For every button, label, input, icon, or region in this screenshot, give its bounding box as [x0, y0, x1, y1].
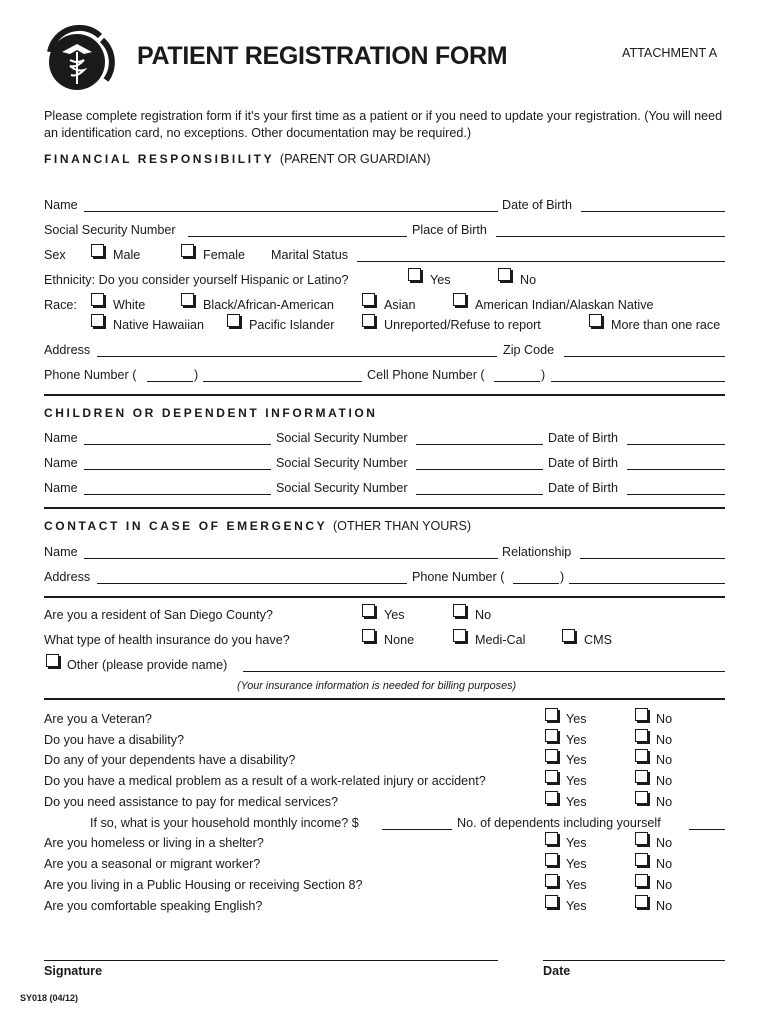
emergency-heading [44, 519, 471, 533]
question-veteran: Are you a Veteran? [44, 712, 152, 726]
address-field[interactable] [97, 356, 497, 357]
payment-assistance-yes-checkbox[interactable] [545, 791, 558, 804]
disability-yes-label: Yes [566, 733, 587, 747]
insurance-medical-label: Medi-Cal [475, 633, 526, 647]
dob-label: Date of Birth [502, 198, 572, 212]
public-housing-yes-checkbox[interactable] [545, 874, 558, 887]
income-label: If so, what is your household monthly income? $ [90, 816, 359, 830]
zip-field[interactable] [564, 356, 725, 357]
financial-heading-text: FINANCIAL RESPONSIBILITY [44, 152, 274, 166]
question-dependents-disability: Do any of your dependents have a disability? [44, 753, 296, 767]
ethnicity-no-label: No [520, 273, 537, 287]
race-native-am-checkbox[interactable] [453, 293, 466, 306]
zip-label: Zip Code [503, 343, 555, 357]
children-heading: CHILDREN OR DEPENDENT INFORMATION [44, 406, 378, 420]
cell-area-field[interactable] [494, 381, 540, 382]
financial-heading [44, 152, 431, 166]
child-name-field[interactable] [84, 469, 271, 470]
child-dob-field[interactable] [627, 469, 725, 470]
ethnicity-no-checkbox[interactable] [498, 268, 511, 281]
child-dob-label: Date of Birth [548, 456, 618, 470]
english-no-checkbox[interactable] [635, 895, 648, 908]
payment-assistance-no-label: No [656, 795, 673, 809]
resident-yes-label: Yes [384, 608, 405, 622]
race-asian-label: Asian [384, 298, 416, 312]
logo [40, 22, 118, 100]
dob-field[interactable] [581, 211, 725, 212]
race-black-checkbox[interactable] [181, 293, 194, 306]
ethnicity-yes-checkbox[interactable] [408, 268, 421, 281]
ssn-label: Social Security Number [44, 223, 176, 237]
migrant-no-checkbox[interactable] [635, 853, 648, 866]
dependents-disability-no-checkbox[interactable] [635, 749, 648, 762]
payment-assistance-yes-label: Yes [566, 795, 587, 809]
public-housing-no-checkbox[interactable] [635, 874, 648, 887]
child-ssn-label: Social Security Number [276, 456, 408, 470]
relationship-field[interactable] [580, 558, 725, 559]
question-work-injury: Do you have a medical problem as a result of a work-related injury or accident? [44, 774, 486, 788]
veteran-yes-checkbox[interactable] [545, 708, 558, 721]
insurance-cms-label: CMS [584, 633, 612, 647]
race-multi-checkbox[interactable] [589, 314, 602, 327]
signature-field[interactable] [44, 960, 498, 961]
divider [44, 596, 725, 598]
phone-label: Phone Number ( [44, 368, 137, 382]
homeless-yes-label: Yes [566, 836, 587, 850]
date-label: Date [543, 964, 571, 978]
dependents-disability-yes-checkbox[interactable] [545, 749, 558, 762]
insurance-note: (Your insurance information is needed for billing purposes) [237, 680, 517, 692]
divider [44, 507, 725, 509]
child-dob-field[interactable] [627, 494, 725, 495]
sex-label: Sex [44, 248, 66, 262]
dependents-count-label: No. of dependents including yourself [457, 816, 661, 830]
race-asian-checkbox[interactable] [362, 293, 375, 306]
child-name-label: Name [44, 456, 78, 470]
date-field[interactable] [543, 960, 725, 961]
emergency-heading-sub: (OTHER THAN YOURS) [332, 519, 472, 533]
race-unreported-checkbox[interactable] [362, 314, 375, 327]
race-pacific-label: Pacific Islander [249, 318, 335, 332]
dependents-disability-no-label: No [656, 753, 673, 767]
english-yes-label: Yes [566, 899, 587, 913]
pob-field[interactable] [496, 236, 725, 237]
marital-label: Marital Status [271, 248, 348, 262]
resident-yes-checkbox[interactable] [362, 604, 375, 617]
payment-assistance-no-checkbox[interactable] [635, 791, 648, 804]
race-white-checkbox[interactable] [91, 293, 104, 306]
sex-male-checkbox[interactable] [91, 244, 104, 257]
name-label: Name [44, 198, 78, 212]
divider [44, 698, 725, 700]
work-injury-no-checkbox[interactable] [635, 770, 648, 783]
emergency-name-label: Name [44, 545, 78, 559]
migrant-no-label: No [656, 857, 673, 871]
resident-no-label: No [475, 608, 492, 622]
cell-paren-close: ) [541, 368, 546, 382]
emergency-address-label: Address [44, 570, 91, 584]
child-name-label: Name [44, 431, 78, 445]
veteran-yes-label: Yes [566, 712, 587, 726]
question-disability: Do you have a disability? [44, 733, 185, 747]
child-dob-field[interactable] [627, 444, 725, 445]
homeless-yes-checkbox[interactable] [545, 832, 558, 845]
race-label: Race: [44, 298, 77, 312]
emergency-name-field[interactable] [84, 558, 498, 559]
dependents-count-field[interactable] [689, 829, 725, 830]
child-dob-label: Date of Birth [548, 431, 618, 445]
eagle-caduceus-icon [40, 22, 118, 100]
child-ssn-field[interactable] [416, 494, 543, 495]
question-english: Are you comfortable speaking English? [44, 899, 263, 913]
form-title: PATIENT REGISTRATION FORM [137, 42, 508, 70]
english-yes-checkbox[interactable] [545, 895, 558, 908]
emergency-paren-close: ) [560, 570, 565, 584]
signature-label: Signature [44, 964, 103, 978]
race-pacific-checkbox[interactable] [227, 314, 240, 327]
phone-paren-close: ) [194, 368, 199, 382]
work-injury-yes-label: Yes [566, 774, 587, 788]
race-hawaiian-label: Native Hawaiian [113, 318, 204, 332]
english-no-label: No [656, 899, 673, 913]
insurance-none-label: None [384, 633, 415, 647]
name-field[interactable] [84, 211, 498, 212]
child-name-field[interactable] [84, 444, 271, 445]
child-ssn-label: Social Security Number [276, 431, 408, 445]
race-unreported-label: Unreported/Refuse to report [384, 318, 541, 332]
sex-female-checkbox[interactable] [181, 244, 194, 257]
emergency-phone-label: Phone Number ( [412, 570, 505, 584]
emergency-heading-text: CONTACT IN CASE OF EMERGENCY [44, 519, 328, 533]
emergency-address-field[interactable] [97, 583, 407, 584]
ethnicity-question: Ethnicity: Do you consider yourself Hispanic or Latino? [44, 273, 349, 287]
insurance-other-label: Other (please provide name) [67, 658, 228, 672]
form-code: SY018 (04/12) [20, 993, 79, 1003]
child-ssn-field[interactable] [416, 444, 543, 445]
child-ssn-field[interactable] [416, 469, 543, 470]
emergency-phone-field[interactable] [569, 583, 725, 584]
pob-label: Place of Birth [412, 223, 487, 237]
veteran-no-label: No [656, 712, 673, 726]
attachment-label: ATTACHMENT A [622, 46, 718, 60]
child-name-label: Name [44, 481, 78, 495]
insurance-other-field[interactable] [243, 671, 725, 672]
cell-label: Cell Phone Number ( [367, 368, 485, 382]
insurance-none-checkbox[interactable] [362, 629, 375, 642]
veteran-no-checkbox[interactable] [635, 708, 648, 721]
race-multi-label: More than one race [611, 318, 721, 332]
divider [44, 394, 725, 396]
race-native-am-label: American Indian/Alaskan Native [475, 298, 654, 312]
cell-field[interactable] [551, 381, 725, 382]
question-migrant: Are you a seasonal or migrant worker? [44, 857, 261, 871]
child-name-field[interactable] [84, 494, 271, 495]
homeless-no-label: No [656, 836, 673, 850]
sex-female-label: Female [203, 248, 245, 262]
dependents-disability-yes-label: Yes [566, 753, 587, 767]
question-homeless: Are you homeless or living in a shelter? [44, 836, 264, 850]
disability-no-checkbox[interactable] [635, 729, 648, 742]
public-housing-no-label: No [656, 878, 673, 892]
phone-area-field[interactable] [147, 381, 193, 382]
disability-no-label: No [656, 733, 673, 747]
work-injury-no-label: No [656, 774, 673, 788]
emergency-phone-area-field[interactable] [513, 583, 559, 584]
relationship-label: Relationship [502, 545, 572, 559]
financial-heading-sub: (PARENT OR GUARDIAN) [279, 152, 431, 166]
child-dob-label: Date of Birth [548, 481, 618, 495]
child-ssn-label: Social Security Number [276, 481, 408, 495]
resident-no-checkbox[interactable] [453, 604, 466, 617]
address-label: Address [44, 343, 91, 357]
race-white-label: White [113, 298, 146, 312]
race-black-label: Black/African-American [203, 298, 334, 312]
insurance-other-checkbox[interactable] [46, 654, 59, 667]
insurance-cms-checkbox[interactable] [562, 629, 575, 642]
insurance-medical-checkbox[interactable] [453, 629, 466, 642]
question-payment-assistance: Do you need assistance to pay for medical services? [44, 795, 339, 809]
ssn-field[interactable] [188, 236, 407, 237]
public-housing-yes-label: Yes [566, 878, 587, 892]
sex-male-label: Male [113, 248, 141, 262]
work-injury-yes-checkbox[interactable] [545, 770, 558, 783]
intro-text: Please complete registration form if it's your first time as a patient or if you need to update your registration. (You will need an identification card, no exceptions. Other documentation may be required.) [44, 109, 723, 140]
resident-question: Are you a resident of San Diego County? [44, 608, 273, 622]
question-public-housing: Are you living in a Public Housing or receiving Section 8? [44, 878, 363, 892]
income-field[interactable] [382, 829, 452, 830]
migrant-yes-label: Yes [566, 857, 587, 871]
migrant-yes-checkbox[interactable] [545, 853, 558, 866]
homeless-no-checkbox[interactable] [635, 832, 648, 845]
insurance-type-question: What type of health insurance do you have? [44, 633, 290, 647]
ethnicity-yes-label: Yes [430, 273, 451, 287]
marital-field[interactable] [357, 261, 725, 262]
disability-yes-checkbox[interactable] [545, 729, 558, 742]
race-hawaiian-checkbox[interactable] [91, 314, 104, 327]
phone-field[interactable] [203, 381, 362, 382]
